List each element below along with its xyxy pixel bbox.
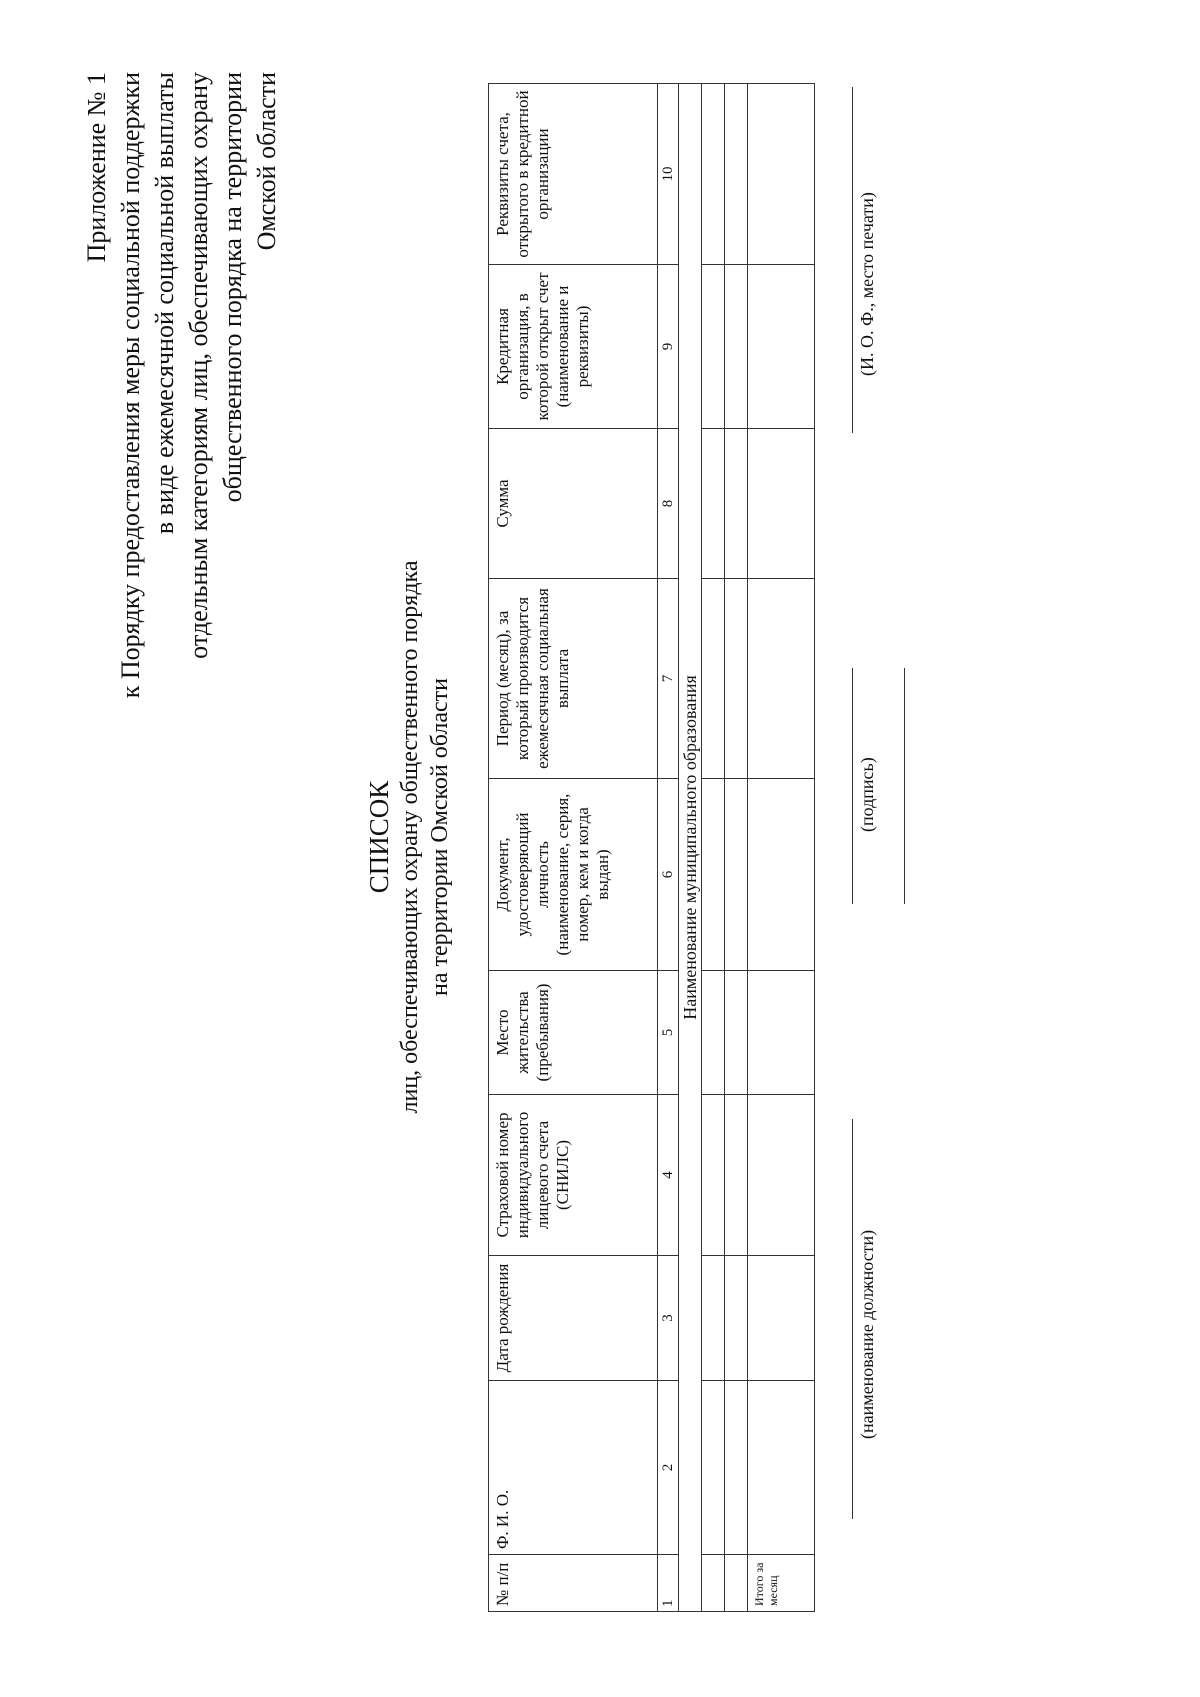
table-cell — [702, 429, 725, 579]
title-subtitle: на территории Омской области — [427, 677, 453, 997]
table-row — [702, 84, 725, 1612]
header-cell-amount: Сумма — [489, 429, 658, 579]
annex-line: общественного порядка на территории — [218, 72, 247, 503]
table-cell — [748, 1381, 815, 1555]
header-cell-birth-date: Дата рождения — [489, 1256, 658, 1381]
position-caption: (наименование должности) — [857, 1229, 877, 1439]
table-cell — [725, 1381, 748, 1555]
table-cell — [725, 1555, 748, 1612]
name-line — [852, 87, 853, 433]
table-cell — [748, 1095, 815, 1256]
table-cell — [748, 579, 815, 779]
signature-caption: (подпись) — [857, 757, 877, 832]
table-cell — [748, 84, 815, 265]
position-line — [852, 1119, 853, 1519]
table-cell — [702, 1381, 725, 1555]
header-cell-no: № п/п — [489, 1555, 658, 1612]
column-number: 3 — [658, 1256, 679, 1381]
column-number: 2 — [658, 1381, 679, 1555]
table-cell — [702, 265, 725, 429]
total-label: Итого за месяц — [748, 1555, 815, 1612]
table-cell — [702, 579, 725, 779]
header-cell-identity-document: Документ, удостоверяющий личность (наименование, серия, номер, кем и когда выдан) — [489, 779, 658, 971]
table-cell — [725, 971, 748, 1095]
table-cell — [748, 779, 815, 971]
table-row — [725, 84, 748, 1612]
column-number: 4 — [658, 1095, 679, 1256]
header-cell-credit-organization: Кредитная организация, в которой открыт счет (наименование и реквизиты) — [489, 265, 658, 429]
column-number: 6 — [658, 779, 679, 971]
signature-line-upper — [904, 668, 905, 904]
total-row — [748, 84, 815, 1612]
table-cell — [702, 779, 725, 971]
title-subtitle: лиц, обеспечивающих охрану общественного порядка — [397, 560, 423, 1114]
table-column-numbers-row — [658, 84, 679, 1612]
table-cell — [725, 265, 748, 429]
table-header-row — [489, 84, 658, 1612]
table-cell — [748, 429, 815, 579]
column-number: 7 — [658, 579, 679, 779]
table-cell — [725, 84, 748, 265]
column-number: 5 — [658, 971, 679, 1095]
column-number: 1 — [658, 1555, 679, 1612]
header-cell-snils: Страховой номер индивидуального лицевого счета (СНИЛС) — [489, 1095, 658, 1256]
table-cell — [748, 1256, 815, 1381]
column-number: 8 — [658, 429, 679, 579]
table-cell — [725, 1095, 748, 1256]
annex-line: в виде ежемесячной социальной выплаты — [150, 72, 179, 535]
table-cell — [748, 265, 815, 429]
annex-line: отдельным категориям лиц, обеспечивающих охрану — [184, 72, 213, 659]
title-main: СПИСОК — [364, 780, 394, 894]
table-cell — [725, 579, 748, 779]
table-cell — [725, 429, 748, 579]
header-cell-period: Период (месяц), за который производится ежемесячная социальная выплата — [489, 579, 658, 779]
annex-line: Омской области — [252, 72, 281, 251]
annex-line: Приложение № 1 — [82, 72, 111, 263]
table-cell — [702, 1095, 725, 1256]
table-cell — [702, 1256, 725, 1381]
table-cell — [702, 84, 725, 265]
table-cell — [725, 1256, 748, 1381]
annex-header — [80, 72, 284, 712]
header-cell-fio: Ф. И. О. — [489, 1381, 658, 1555]
header-cell-account-details: Реквизиты счета, открытого в кредитной организации — [489, 84, 658, 265]
header-cell-residence: Место жительства (пребывания) — [489, 971, 658, 1095]
persons-table — [488, 83, 815, 1612]
signature-line — [852, 668, 853, 904]
table-cell — [702, 1555, 725, 1612]
name-caption: (И. О. Ф., место печати) — [857, 192, 877, 376]
document-title — [363, 517, 455, 1157]
municipality-cell: Наименование муниципального образования — [679, 84, 702, 1612]
table-cell — [702, 971, 725, 1095]
column-number: 9 — [658, 265, 679, 429]
table-cell — [748, 971, 815, 1095]
column-number: 10 — [658, 84, 679, 265]
table-cell — [725, 779, 748, 971]
municipality-row — [679, 84, 702, 1612]
annex-line: к Порядку предоставления меры социальной поддержки — [116, 72, 145, 699]
